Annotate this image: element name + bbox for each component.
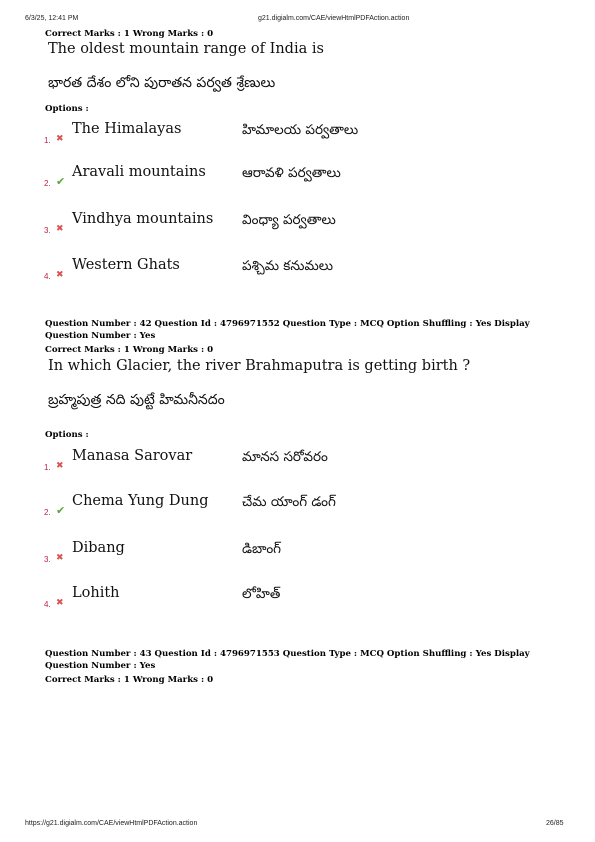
option-number: 2. [44, 508, 51, 517]
option-text-te: లోహిత్ [242, 586, 281, 602]
print-url: g21.digialm.com/CAE/viewHtmlPDFAction.action [258, 15, 410, 22]
option-text-te: ఆరావళి పర్వతాలు [242, 165, 341, 181]
q42-header-line2: Question Number : Yes [45, 331, 156, 341]
option-number: 3. [44, 226, 51, 235]
option-text-en: Aravali mountains [72, 164, 206, 180]
q41-question-en: The oldest mountain range of India is [48, 41, 324, 57]
option-text-te: మానస సరోవరం [242, 449, 328, 465]
option-text-te: డిబాంగ్ [242, 541, 282, 557]
q43-header-line1: Question Number : 43 Question Id : 4796971553 Question Type : MCQ Option Shuffling : Yes Display [45, 649, 530, 659]
option-text-en: Chema Yung Dung [72, 493, 209, 509]
option-text-en: Manasa Sarovar [72, 448, 193, 464]
option-text-te: వింధ్యా పర్వతాలు [242, 212, 336, 228]
q41-option-4 [44, 257, 444, 287]
q41-question-te: భారత దేశం లోని పురాతన పర్వత శ్రేణులు [48, 75, 276, 91]
option-number: 1. [44, 136, 51, 145]
q42-option-2 [44, 493, 444, 523]
option-text-te: చేమ యాంగ్ డంగ్ [242, 494, 336, 510]
q42-question-en: In which Glacier, the river Brahmaputra is getting birth ? [48, 358, 471, 374]
footer-url: https://g21.digialm.com/CAE/viewHtmlPDFAction.action [25, 820, 198, 827]
cross-icon: ✖ [56, 224, 64, 234]
option-number: 1. [44, 463, 51, 472]
option-number: 4. [44, 272, 51, 281]
q41-option-2 [44, 164, 444, 194]
q43-marks: Correct Marks : 1 Wrong Marks : 0 [45, 675, 214, 685]
q42-header [45, 318, 545, 342]
page-number: 26/85 [546, 820, 564, 827]
q42-marks: Correct Marks : 1 Wrong Marks : 0 [45, 345, 214, 355]
print-datetime: 6/3/25, 12:41 PM [25, 15, 79, 22]
option-number: 3. [44, 555, 51, 564]
q42-header-line1: Question Number : 42 Question Id : 4796971552 Question Type : MCQ Option Shuffling : Yes Display [45, 319, 530, 329]
cross-icon: ✖ [56, 134, 64, 144]
option-text-te: హిమాలయ పర్వతాలు [242, 122, 359, 138]
option-text-en: Lohith [72, 585, 120, 601]
option-text-te: పశ్చిమ కనుమలు [242, 258, 334, 274]
q41-option-3 [44, 211, 444, 241]
option-text-en: The Himalayas [72, 121, 182, 137]
q42-option-3 [44, 540, 444, 570]
cross-icon: ✖ [56, 270, 64, 280]
option-text-en: Vindhya mountains [72, 211, 214, 227]
cross-icon: ✖ [56, 461, 64, 471]
q43-header-line2: Question Number : Yes [45, 661, 156, 671]
option-text-en: Dibang [72, 540, 125, 556]
option-text-en: Western Ghats [72, 257, 180, 273]
q42-option-4 [44, 585, 444, 615]
cross-icon: ✖ [56, 598, 64, 608]
q41-options-label: Options : [45, 104, 89, 114]
q43-header [45, 648, 545, 672]
q42-option-1 [44, 448, 444, 478]
q41-option-1 [44, 121, 444, 151]
q41-marks: Correct Marks : 1 Wrong Marks : 0 [45, 29, 214, 39]
option-number: 4. [44, 600, 51, 609]
q42-options-label: Options : [45, 430, 89, 440]
check-icon: ✔ [56, 175, 66, 188]
cross-icon: ✖ [56, 553, 64, 563]
check-icon: ✔ [56, 504, 66, 517]
option-number: 2. [44, 179, 51, 188]
q42-question-te: బ్రహ్మపుత్ర నది పుట్టే హిమనీనదం [48, 392, 225, 408]
